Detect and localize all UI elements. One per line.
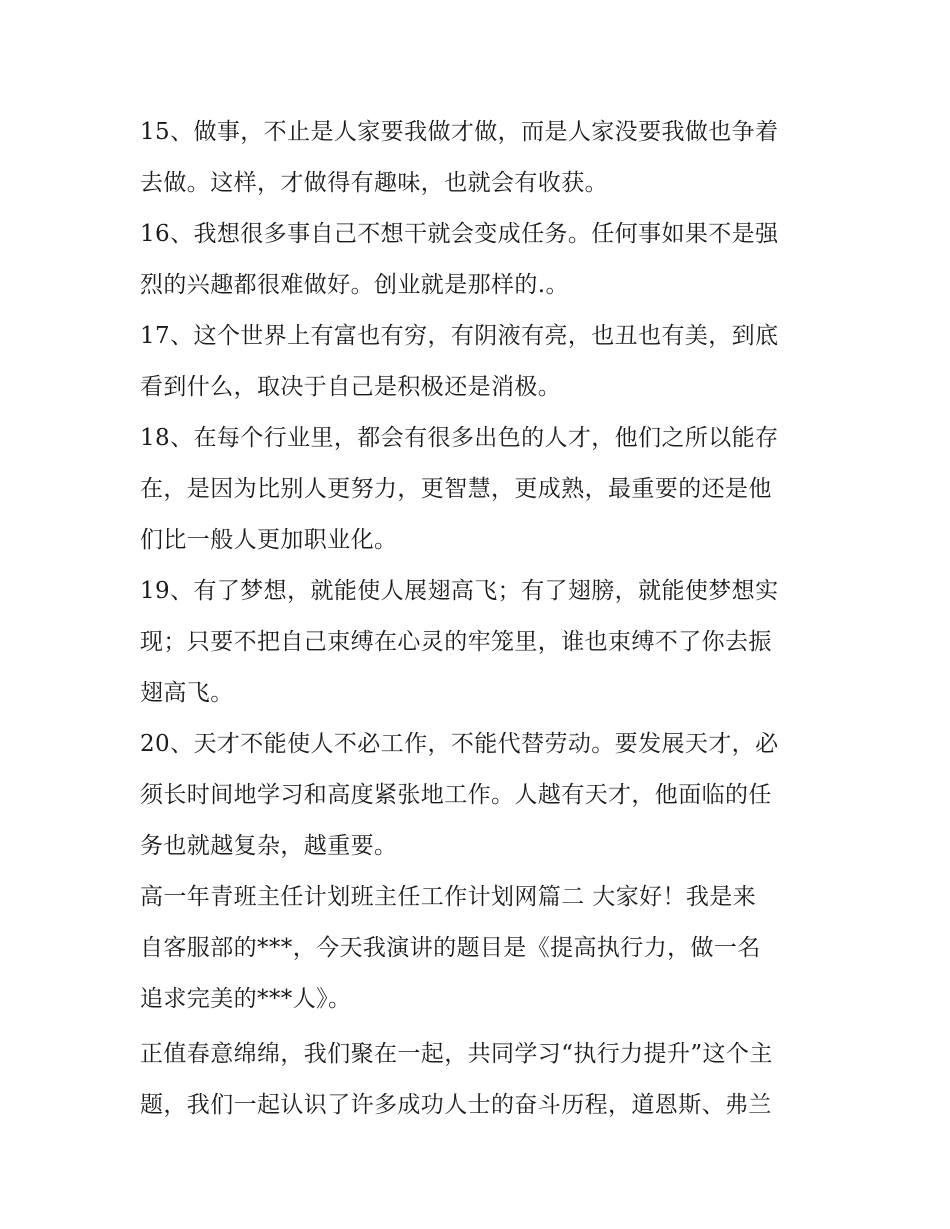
text-line: 17、这个世界上有富也有穷，有阴液有亮，也丑也有美，到底 (140, 323, 779, 349)
paragraph-20 (140, 719, 820, 872)
text-line: 去做。这样，才做得有趣味，也就会有收获。 (140, 170, 608, 196)
text-line: 现；只要不把自己束缚在心灵的牢笼里，谁也束缚不了你去振 (140, 629, 772, 655)
paragraph-18 (140, 413, 820, 566)
paragraph-17 (140, 311, 820, 413)
paragraph-speech-intro (140, 872, 800, 1025)
text-line: 题，我们一起认识了许多成功人士的奋斗历程，道恩斯、弗兰 (140, 1092, 772, 1118)
text-line: 看到什么，取决于自己是积极还是消极。 (140, 374, 562, 400)
text-line: 烈的兴趣都很难做好。创业就是那样的.。 (140, 272, 569, 298)
text-line: 16、我想很多事自己不想干就会变成任务。任何事如果不是强 (140, 221, 779, 247)
text-line: 18、在每个行业里，都会有很多出色的人才，他们之所以能存 (140, 425, 779, 451)
text-line: 追求完美的***人》。 (140, 986, 352, 1012)
text-line: 须长时间地学习和高度紧张地工作。人越有天才，他面临的任 (140, 782, 772, 808)
text-line: 高一年青班主任计划班主任工作计划网篇二 大家好！我是来 (140, 884, 757, 910)
text-line: 们比一般人更加职业化。 (140, 527, 398, 553)
text-line: 19、有了梦想，就能使人展翅高飞；有了翅膀，就能使梦想实 (140, 578, 779, 604)
text-line: 自客服部的***，今天我演讲的题目是《提高执行力，做一名 (140, 935, 761, 961)
text-line: 15、做事，不止是人家要我做才做，而是人家没要我做也争着 (140, 119, 779, 145)
text-line: 翅高飞。 (140, 680, 234, 706)
paragraph-15 (140, 107, 820, 209)
paragraph-speech-body (140, 1029, 820, 1131)
text-line: 20、天才不能使人不必工作，不能代替劳动。要发展天才，必 (140, 731, 779, 757)
paragraph-16 (140, 209, 820, 311)
text-line: 正值春意绵绵，我们聚在一起，共同学习“执行力提升”这个主 (140, 1041, 773, 1067)
paragraph-19 (140, 566, 820, 719)
text-line: 在，是因为比别人更努力，更智慧，更成熟，最重要的还是他 (140, 476, 772, 502)
text-line: 务也就越复杂，越重要。 (140, 833, 398, 859)
document-body (140, 107, 820, 1131)
